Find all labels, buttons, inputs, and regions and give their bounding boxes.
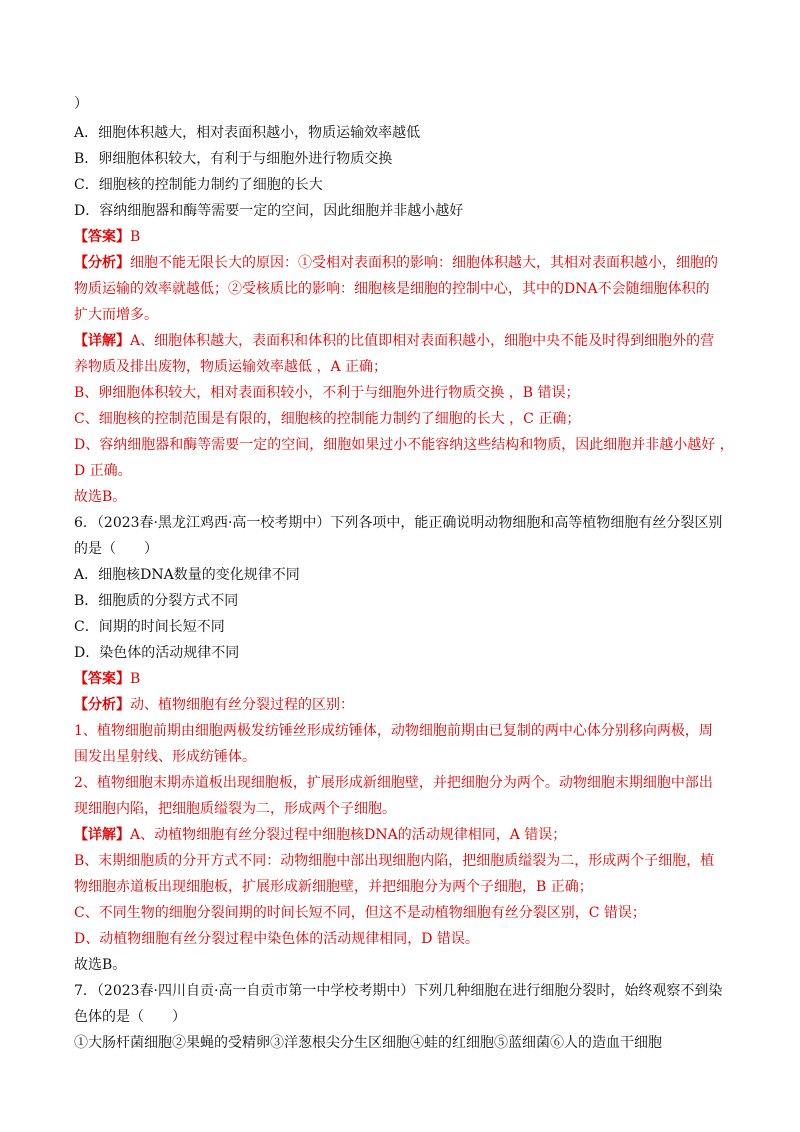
q5-detail-line-2: 养物质及排出废物，物质运输效率越低 ，A 正确； [74,359,388,375]
q6-option-c: C．间期的时间长短不同 [74,619,225,635]
q5-detail-line-3: B、卵细胞体积较大，相对表面积较小，不利于与细胞外进行物质交换 ，B 错误； [74,385,580,401]
q6-analysis-line-3: 围发出星射线、形成纺锤体。 [74,749,256,765]
q6-detail-line-5: D、动植物细胞有丝分裂过程中染色体的活动规律相同，D 错误。 [74,931,479,947]
q7-stem-line-2: 色体的是（ ） [74,1009,186,1025]
q6-analysis-line-1 [74,694,754,716]
detail-tag: 【详解】 [74,827,130,843]
answer-value: B [130,229,141,245]
q7-items: ①大肠杆菌细胞②果蝇的受精卵③洋葱根尖分生区细胞④蛙的红细胞⑤蓝细菌⑥人的造血干细胞 [74,1035,662,1051]
q6-stem-line-2: 的是（ ） [74,541,158,557]
q5-detail-line-1 [74,330,754,352]
q6-analysis-line-5: 现细胞内陷，把细胞质缢裂为二，形成两个子细胞。 [74,801,396,817]
q5-conclusion: 故选B。 [74,489,127,505]
detail-text: A、细胞体积越大，表面积和体积的比值即相对表面积越小，细胞中央不能及时得到细胞外的营 [130,333,715,349]
q6-option-d: D．染色体的活动规律不同 [74,645,240,661]
detail-text: A、动植物细胞有丝分裂过程中细胞核DNA的活动规律相同，A 错误； [130,827,567,843]
analysis-text: 细胞不能无限长大的原因：①受相对表面积的影响：细胞体积越大，其相对表面积越小，细胞的 [130,255,718,271]
q6-detail-line-1 [74,824,754,846]
analysis-tag: 【分析】 [74,697,130,713]
q5-answer [74,226,754,248]
q5-option-d: D．容纳细胞器和酶等需要一定的空间，因此细胞并非越小越好 [74,203,464,219]
q5-option-a: A．细胞体积越大，相对表面积越小，物质运输效率越低 [74,125,421,141]
q6-option-a: A．细胞核DNA数量的变化规律不同 [74,567,300,583]
q5-detail-line-4: C、细胞核的控制范围是有限的，细胞核的控制能力制约了细胞的长大 ，C 正确； [74,411,581,427]
analysis-text: 动、植物细胞有丝分裂过程的区别： [130,697,354,713]
q6-detail-line-2: B、末期细胞质的分开方式不同：动物细胞中部出现细胞内陷，把细胞质缢裂为二，形成两个子细胞，植 [74,853,715,869]
q6-answer [74,668,754,690]
q5-analysis-line-1 [74,252,754,274]
q5-stem-tail: ） [74,96,88,112]
q5-analysis-line-2: 物质运输的效率就越低；②受核质比的影响：细胞核是细胞的控制中心，其中的DNA不会随细胞体积的 [74,281,710,297]
q5-analysis-line-3: 扩大而增多。 [74,307,158,323]
answer-value: B [130,671,141,687]
answer-tag: 【答案】 [74,671,130,687]
q6-detail-line-4: C、不同生物的细胞分裂间期的时间长短不同，但这不是动植物细胞有丝分裂区别，C 错误； [74,905,646,921]
detail-tag: 【详解】 [74,333,130,349]
q6-option-b: B．细胞质的分裂方式不同 [74,593,239,609]
q5-option-c: C．细胞核的控制能力制约了细胞的长大 [74,177,323,193]
q6-detail-line-3: 物细胞赤道板出现细胞板，扩展形成新细胞壁，并把细胞分为两个子细胞，B 正确； [74,879,593,895]
answer-tag: 【答案】 [74,229,130,245]
q7-stem-line-1: 7．（2023春·四川自贡·高一自贡市第一中学校考期中）下列几种细胞在进行细胞分裂时，始终观察不到染 [74,983,723,999]
q6-analysis-line-2: 1、植物细胞前期由细胞两极发纺锤丝形成纺锤体，动物细胞前期由已复制的两中心体分别移向两极，周 [74,723,713,739]
analysis-tag: 【分析】 [74,255,130,271]
q6-conclusion: 故选B。 [74,957,127,973]
q6-stem-line-1: 6．（2023春·黑龙江鸡西·高一校考期中）下列各项中，能正确说明动物细胞和高等植物细胞有丝分裂区别 [74,515,723,531]
q5-detail-line-5: D、容纳细胞器和酶等需要一定的空间，细胞如果过小不能容纳这些结构和物质，因此细胞并非越小越好 ， [74,437,734,453]
q5-option-b: B．卵细胞体积较大，有利于与细胞外进行物质交换 [74,151,393,167]
q6-analysis-line-4: 2、植物细胞末期赤道板出现细胞板，扩展形成新细胞壁，并把细胞分为两个。动物细胞末期细胞中部出 [74,775,713,791]
q5-detail-line-6: D 正确。 [74,463,132,479]
